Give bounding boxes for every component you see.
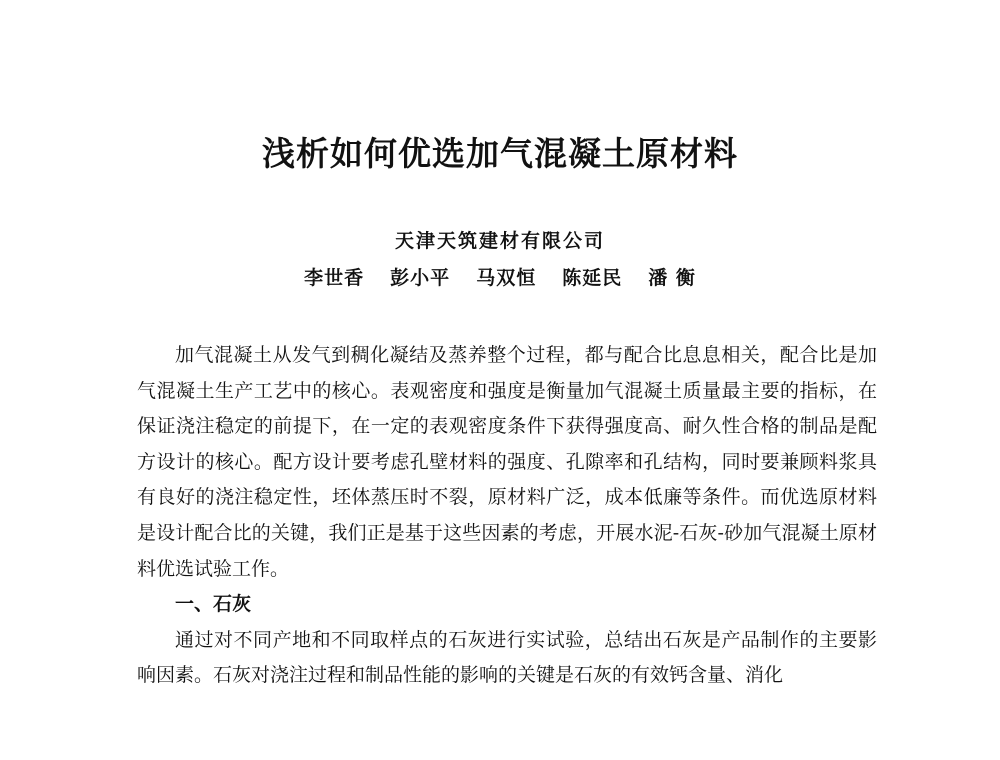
author-affiliation: 天津天筑建材有限公司: [394, 230, 605, 252]
author-list: [0, 263, 1000, 290]
section-paragraph-lime: 通过对不同产地和不同取样点的石灰进行实试验，总结出石灰是产品制作的主要影响因素。石灰对浇注过程和制品性能的影响的关键是石灰的有效钙含量、消化: [137, 628, 877, 687]
paper-title: 浅析如何优选加气混凝土原材料: [262, 134, 738, 173]
paper-body: [137, 338, 877, 694]
author-name: 彭小平: [390, 267, 451, 289]
section-heading-lime: 一、石灰: [175, 593, 252, 616]
author-name: 潘 衡: [648, 267, 696, 289]
author-name: 马双恒: [476, 267, 537, 289]
author-name: 陈延民: [562, 267, 623, 289]
intro-paragraph: 加气混凝土从发气到稠化凝结及蒸养整个过程，都与配合比息息相关，配合比是加气混凝土生产工艺中的核心。表观密度和强度是衡量加气混凝土质量最主要的指标，在保证浇注稳定的前提下，在一定的表观密度条件下获得强度高、耐久性合格的制品是配方设计的核心。配方设计要考虑孔壁材料的强度、孔隙率和孔结构，同时要兼顾料浆具有良好的浇注稳定性，坯体蒸压时不裂，原材料广泛，成本低廉等条件。而优选原材料是设计配合比的关键，我们正是基于这些因素的考虑，开展水泥-石灰-砂加气混凝土原材料优选试验工作。: [137, 344, 877, 580]
author-name: 李世香: [304, 267, 365, 289]
